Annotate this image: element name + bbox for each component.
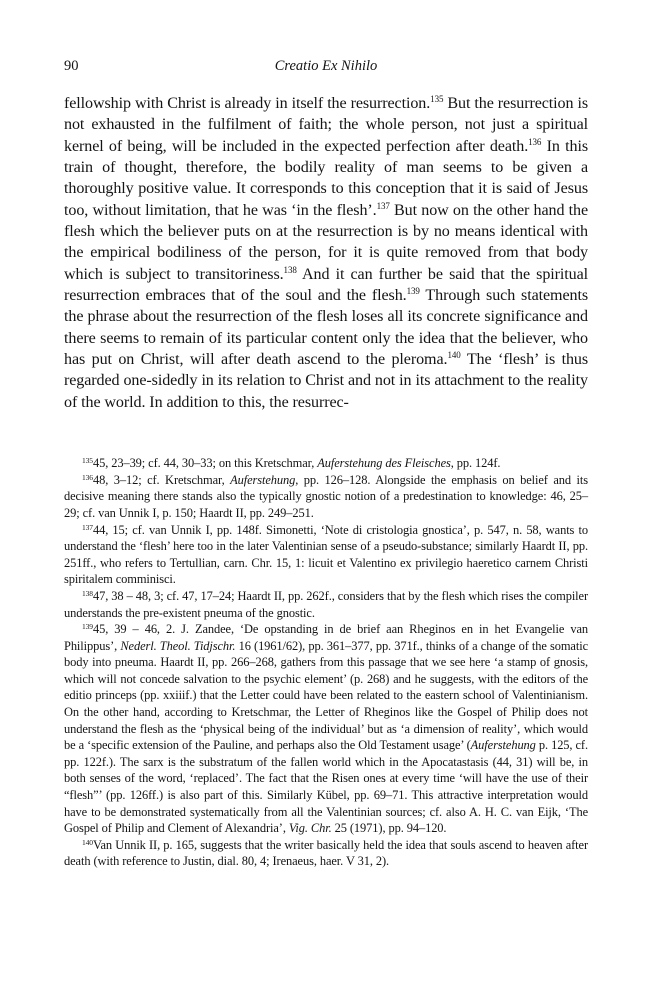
main-text: [64, 93, 588, 413]
footnote-ref-138: 138: [283, 264, 297, 275]
running-title: Creatio Ex Nihilo: [274, 58, 378, 74]
book-page: [64, 58, 588, 870]
footnote-ref-135: 135: [430, 94, 444, 104]
footnote-137: $^{137}$44, 15; cf. van Unnik I, pp. 148f. Simonetti, ‘Note di cristologia gnostica’, p. 547, n. 58, wants to understand the ‘flesh’ here too in the later Valentinian sense of a pseudo-substance; similarly Haardt II, pp. 251ff., who refers to Tertullian, carn. Chr. 15, 1: licuit et Valentino ex privilegio haeretico carnem Christi spiritalem comminisci.: [64, 522, 588, 587]
footnote-136: $^{136}$48, 3–12; cf. Kretschmar, Auferstehung, pp. 126–128. Alongside the emphasis on belief and its decisive meaning there stands also the typically gnostic notion of a predestination to knowledge: 46, 25–29; cf. van Unnik I, p. 150; Haardt II, pp. 249–251.: [64, 472, 588, 520]
footnote-135: $^{135}$45, 23–39; cf. 44, 30–33; on this Kretschmar, Auferstehung des Fleisches, pp. 124f.: [82, 456, 501, 471]
footnote-139: $^{139}$45, 39 – 46, 2. J. Zandee, ‘De opstanding in de brief aan Rheginos en in het Evangelie van Philippus’, Nederl. Theol. Tidjschr. 16 (1961/62), pp. 361–377, pp. 371f., thinks of a change of the somatic body into pneuma. Haardt II, pp. 266–268, gathers from this passage that we see here ‘a stamp of gnosis, which will not concede salvation to the psychic element’ (p. 268) and he suggests, with the editors of the editio princeps (pp. xxiiif.) that the Letter could have been related to the eastern school of Valentinianism. On the other hand, according to Kretschmar, the Letter of Rheginos like the Gospel of Philip does not understand the flesh as the ‘physical being of the individual’ but as ‘a dimension of reality’, which would be a ‘specific extension of the Pauline, and perhaps also the Old Testament usage’ (Auferstehung p. 125, cf. pp. 122f.). The sarx is the substratum of the fallen world which in the Apocatastasis (44, 31) will be, in both senses of the word, ‘replaced’. The fact that the Risen ones at every time ‘will have the use of their “flesh”’ (pp. 126ff.) is also part of this. Similarly Kübel, pp. 69–71. This attractive interpretation would have to be demonstrated systematically from all the Valentinian sources; cf. also A. H. C. van Eijk, ‘The Gospel of Philip and Clement of Alexandria’, Vig. Chr. 25 (1971), pp. 94–120.: [64, 622, 588, 836]
footnote-ref-139: 139: [406, 286, 420, 297]
body-paragraph: fellowship with Christ is already in itself the resurrection.$^{135}$ But the resurrection is not exhausted in the fulfilment of faith; the whole person, not just a spiritual kernel of being, will be included in the expected perfection after death.$^{136}$ In this train of thought, therefore, the bodily reality of man seems to be given a thoroughly positive value. It corresponds to this conception that it is said of Jesus too, without limitation, that he was ‘in the flesh’.$^{137}$ But now on the other hand the flesh which the believer puts on at the resurrection is by no means identical with the empirical bodiliness of the person, for it is quite removed from that body which is subject to transitoriness.$^{138}$ And it can further be said that the spiritual resurrection embraces that of the soul and the flesh.$^{139}$ Through such statements the phrase about the resurrection of the flesh loses all its concrete significance and there seems to remain of its particular content only the idea that the believer, who has put on Christ, will after death ascend to the pleroma.$^{140}$ The ‘flesh’ is thus regarded one-sidedly in its relation to Christ and not in its attachment to the reality of the world. In addition to this, the resurrec-: [64, 94, 589, 411]
footnote-ref-137: 137: [376, 200, 390, 211]
page-header: [64, 58, 588, 80]
footnote-ref-136: 136: [528, 136, 542, 147]
footnote-ref-140: 140: [447, 350, 461, 361]
page-number: 90: [64, 58, 79, 74]
footnote-140: $^{140}$Van Unnik II, p. 165, suggests that the writer basically held the idea that souls ascend to heaven after death (with reference to Justin, dial. 80, 4; Irenaeus, haer. V 31, 2).: [64, 837, 588, 869]
footnotes: [64, 455, 588, 870]
footnote-138: $^{138}$47, 38 – 48, 3; cf. 47, 17–24; Haardt II, pp. 262f., considers that by the flesh which rises the compiler understands the pre-existent pneuma of the gnostic.: [64, 588, 588, 620]
